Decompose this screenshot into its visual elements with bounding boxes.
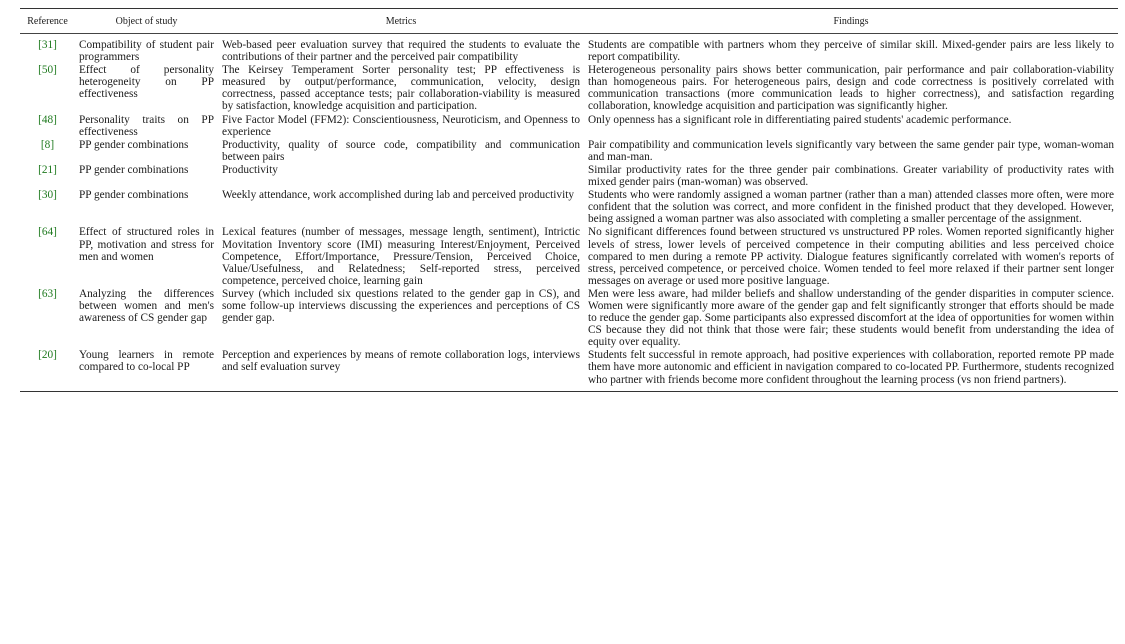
comparison-table-page [20,8,1118,392]
table-row [20,188,1118,225]
findings-cell: No significant differences found between structured vs unstructured PP roles. Women reported significantly higher levels of stress, lower levels of perceived competence in their computing abilities and less perceived choice compared to men during a remote PP activity. Dialogue features significantly correlated with women's reports of stress, perceived competence, or perceived choice. Women tended to feel more relaxed if their partner sent longer messages on average or used more positive language. [588,226,1114,287]
object-cell: Young learners in remote compared to co-local PP [75,348,218,391]
findings-cell: Similar productivity rates for the three gender pair combinations. Greater variability of productivity rates with mixed gender pairs (man-woman) was observed. [588,163,1114,189]
metrics-cell: Productivity, quality of source code, compatibility and communication between pairs [222,138,580,163]
metrics-cell: Productivity [222,163,278,176]
header-row [20,9,1118,34]
table-row [20,34,1118,64]
reference-link[interactable]: [48] [38,113,57,126]
object-cell: PP gender combinations [79,138,189,151]
object-cell: Effect of personality heterogeneity on PP effectiveness [79,64,214,101]
header-findings: Findings [584,9,1118,34]
reference-link[interactable]: [20] [20,348,75,391]
object-cell: PP gender combinations [79,163,189,176]
reference-link[interactable]: [31] [38,39,57,51]
findings-cell: Pair compatibility and communication levels significantly vary between the same gender pair type, woman-woman and man-man. [588,138,1114,163]
metrics-cell: Perception and experiences by means of remote collaboration logs, interviews and self evaluation survey [218,348,584,391]
reference-link[interactable]: [63] [38,287,57,300]
findings-cell: Only openness has a significant role in differentiating paired students' academic performance. [588,113,1012,126]
object-cell: Personality traits on PP effectiveness [79,113,214,138]
reference-link[interactable]: [30] [38,189,57,202]
header-metrics: Metrics [218,9,584,34]
findings-cell: Heterogeneous personality pairs shows better communication, pair performance and pair collaboration-viability than homogeneous pairs. For heterogeneous pairs, design and code correctness is positively correlated with communication transactions (more communication leads to higher correctness), and satisfaction regarding collaboration, knowledge acquisition and participation was significantly higher. [588,64,1114,113]
table-row [20,113,1118,138]
findings-cell: Students felt successful in remote approach, had positive experiences with collaboration, reported remote PP made them have more autonomic and efficient in navigation compared to co-located PP. Furthermore, students recognized who partner with friends become more confident throughout the learning process (vs non friend partners). [584,348,1118,391]
header-reference: Reference [20,9,75,34]
reference-link[interactable]: [50] [38,64,57,77]
metrics-cell: The Keirsey Temperament Sorter personality test; PP effectiveness is measured by output/performance, communication, velocity, design correctness, passed acceptance tests; pair collaboration-viability is measured by satisfaction, knowledge acquisition and participation. [222,64,580,113]
table-row [20,348,1118,391]
findings-cell: Students are compatible with partners whom they perceive of similar skill. Mixed-gender pairs are less likely to report compatibility. [588,39,1114,64]
header-object-of-study: Object of study [75,9,218,34]
metrics-cell: Weekly attendance, work accomplished during lab and perceived productivity [222,189,574,202]
table-row [20,287,1118,348]
metrics-cell: Web-based peer evaluation survey that required the students to evaluate the contributions of their partner and the perceived pair compatibility [222,39,580,64]
reference-link[interactable]: [64] [38,226,57,239]
findings-cell: Students who were randomly assigned a woman partner (rather than a man) attended classes more often, were more confident that the solution was correct, and more confident in the finished product that they developed. However, being assigned a woman partner was also associated with completing a smaller percentage of the assignment. [588,189,1114,226]
metrics-cell: Five Factor Model (FFM2): Conscientiousness, Neuroticism, and Openness to experience [222,113,580,138]
metrics-cell: Lexical features (number of messages, message length, sentiment), Intrictic Movitation Inventory score (IMI) measuring Interest/Enjoyment, Perceived Competence, Effort/Importance, Pressure/Tension, Perceived Choice, Value/Usefulness, and Relatedness; Self-reported stress, perceived competence, perceived choice, learning gain [222,226,580,287]
object-cell: PP gender combinations [79,189,189,202]
object-cell: Effect of structured roles in PP, motivation and stress for men and women [79,226,214,263]
table-row [20,63,1118,112]
table-body [20,34,1118,392]
findings-cell: Men were less aware, had milder beliefs and shallow understanding of the gender disparities in computer science. Women were significantly more aware of the gender gap and felt significantly stronger that efforts should be made to reduce the gender gap. Some participants also expressed discomfort at the idea of opportunities for women within CS because they did not think that those were fair; these students would benefit from understanding the idea of equity over equality. [588,287,1114,349]
metrics-cell: Survey (which included six questions related to the gender gap in CS), and some follow-up interviews discussing the experiences and perceptions of CS gender gap. [222,287,580,325]
table-row [20,225,1118,286]
studies-table [20,8,1118,392]
table-row [20,163,1118,188]
object-cell: Compatibility of student pair programmers [79,39,214,64]
reference-link[interactable]: [21] [38,163,57,176]
reference-link[interactable]: [8] [40,138,55,151]
object-cell: Analyzing the differences between women and men's awareness of CS gender gap [79,287,214,325]
table-header [20,9,1118,34]
table-row [20,138,1118,163]
